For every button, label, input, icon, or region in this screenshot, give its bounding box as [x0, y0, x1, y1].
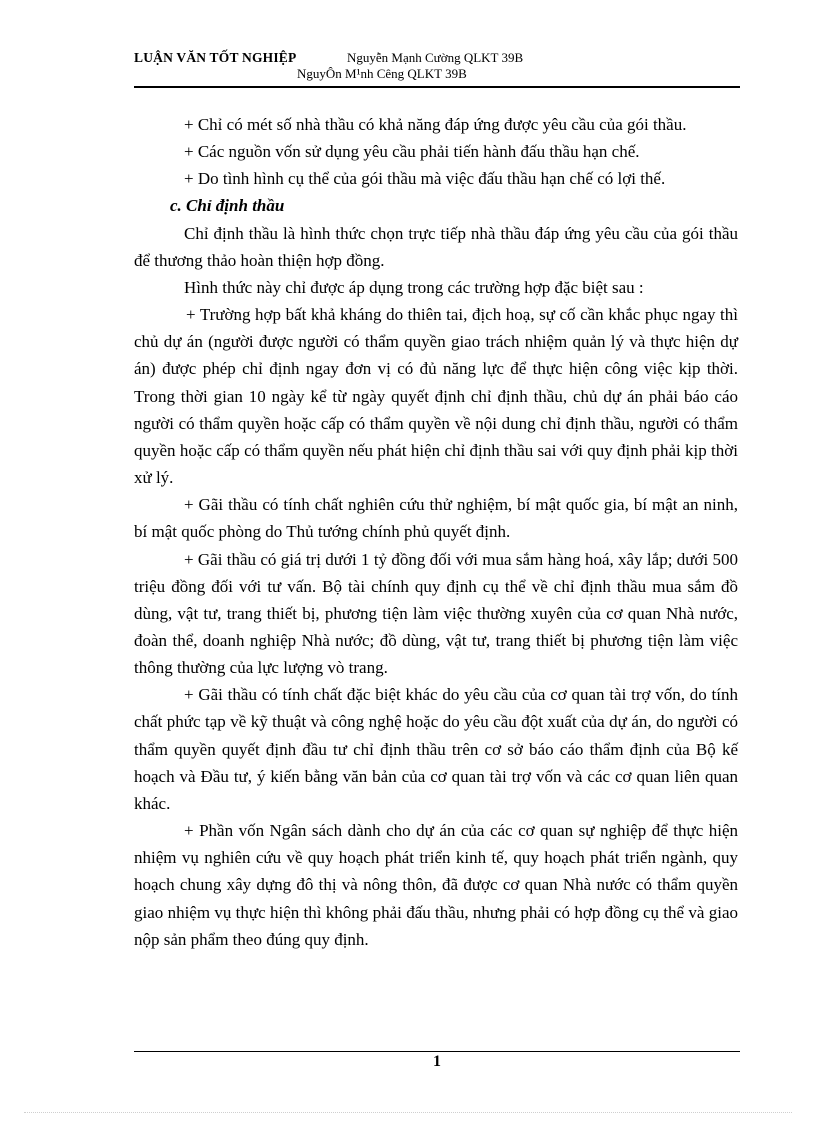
paragraph: + Chỉ có mét số nhà thầu có khả năng đáp ứng được yêu cầu của gói thầu. — [184, 115, 687, 134]
footer-divider — [134, 1051, 740, 1052]
page-edge-divider — [24, 1112, 792, 1113]
author-line-1: Nguyễn Mạnh Cường QLKT 39B — [347, 50, 524, 65]
page-header — [134, 50, 740, 86]
page-number: 1 — [433, 1053, 441, 1070]
paragraph: Chỉ định thầu là hình thức chọn trực tiếp nhà thầu đáp ứng yêu cầu của gói thầu để thương thảo hoàn thiện hợp đồng. — [134, 223, 738, 270]
section-heading: c. Chỉ định thầu — [170, 196, 285, 216]
paragraph: + Trường hợp bất khả kháng do thiên tai, địch hoạ, sự cố cần khắc phục ngay thì chủ dự án (người được người có thẩm quyền giao trách nhiệm quản lý và thực hiện dự án) được phép chỉ định ngay đơn vị có đủ năng lực để thực hiện công việc kịp thời. Trong thời gian 10 ngày kể từ ngày quyết định chỉ định thầu, chủ dự án phải báo cáo người có thẩm quyền hoặc cấp có thẩm quyền về nội dung chỉ định thầu, người có thẩm quyền hoặc cấp có thẩm quyền nếu phát hiện chỉ định thầu sai với quy định phải kịp thời xử lý. — [134, 305, 738, 488]
paragraph: Hình thức này chỉ được áp dụng trong các trường hợp đặc biệt sau : — [184, 277, 644, 297]
paragraph: + Các nguồn vốn sử dụng yêu cầu phải tiến hành đấu thầu hạn chế. — [184, 142, 640, 162]
author-line-2: NguyÔn M¹nh Cêng QLKT 39B — [297, 66, 467, 81]
paragraph: + Phần vốn Ngân sách dành cho dự án của các cơ quan sự nghiệp để thực hiện nhiệm vụ nghiên cứu về quy hoạch phát triển kinh tế, quy hoạch phát triển ngành, quy hoạch chung xây dựng đô thị và nông thôn, đã được cơ quan Nhà nước có thẩm quyền giao nhiệm vụ thực hiện thì không phải đấu thầu, nhưng phải có hợp đồng cụ thể và giao nộp sản phẩm theo đúng quy định. — [134, 821, 738, 949]
paragraph: + Do tình hình cụ thể của gói thầu mà việc đấu thầu hạn chế có lợi thế. — [184, 169, 666, 189]
author-block — [297, 50, 524, 82]
paragraph: + Gãi thầu có tính chất nghiên cứu thử nghiệm, bí mật quốc gia, bí mật an ninh, bí mật quốc phòng do Thủ tướng chính phủ quyết định. — [134, 495, 738, 542]
header-divider — [134, 86, 740, 88]
paragraph: + Gãi thầu có giá trị dưới 1 tỷ đồng đối với mua sắm hàng hoá, xây lắp; dưới 500 triệu đồng đối với tư vấn. Bộ tài chính quy định cụ thể về chỉ định thầu mua sắm đồ dùng, vật tư, trang thiết bị, phương tiện làm việc thường xuyên của cơ quan Nhà nước, đoàn thể, doanh nghiệp Nhà nước; đồ dùng, vật tư, trang thiết bị phương tiện làm việc thông thường của lực lượng vò trang. — [134, 549, 738, 678]
paragraph: + Gãi thầu có tính chất đặc biệt khác do yêu cầu của cơ quan tài trợ vốn, do tính chất phức tạp về kỹ thuật và công nghệ hoặc do yêu cầu đột xuất của dự án, do người có thẩm quyền quyết định đầu tư chỉ định thầu trên cơ sở báo cáo thẩm định của Bộ kế hoạch và Đầu tư, ý kiến bằng văn bản của cơ quan tài trợ vốn và các cơ quan liên quan khác. — [134, 685, 738, 813]
document-body — [134, 111, 738, 953]
thesis-title: LUẬN VĂN TỐT NGHIỆP — [134, 50, 297, 65]
